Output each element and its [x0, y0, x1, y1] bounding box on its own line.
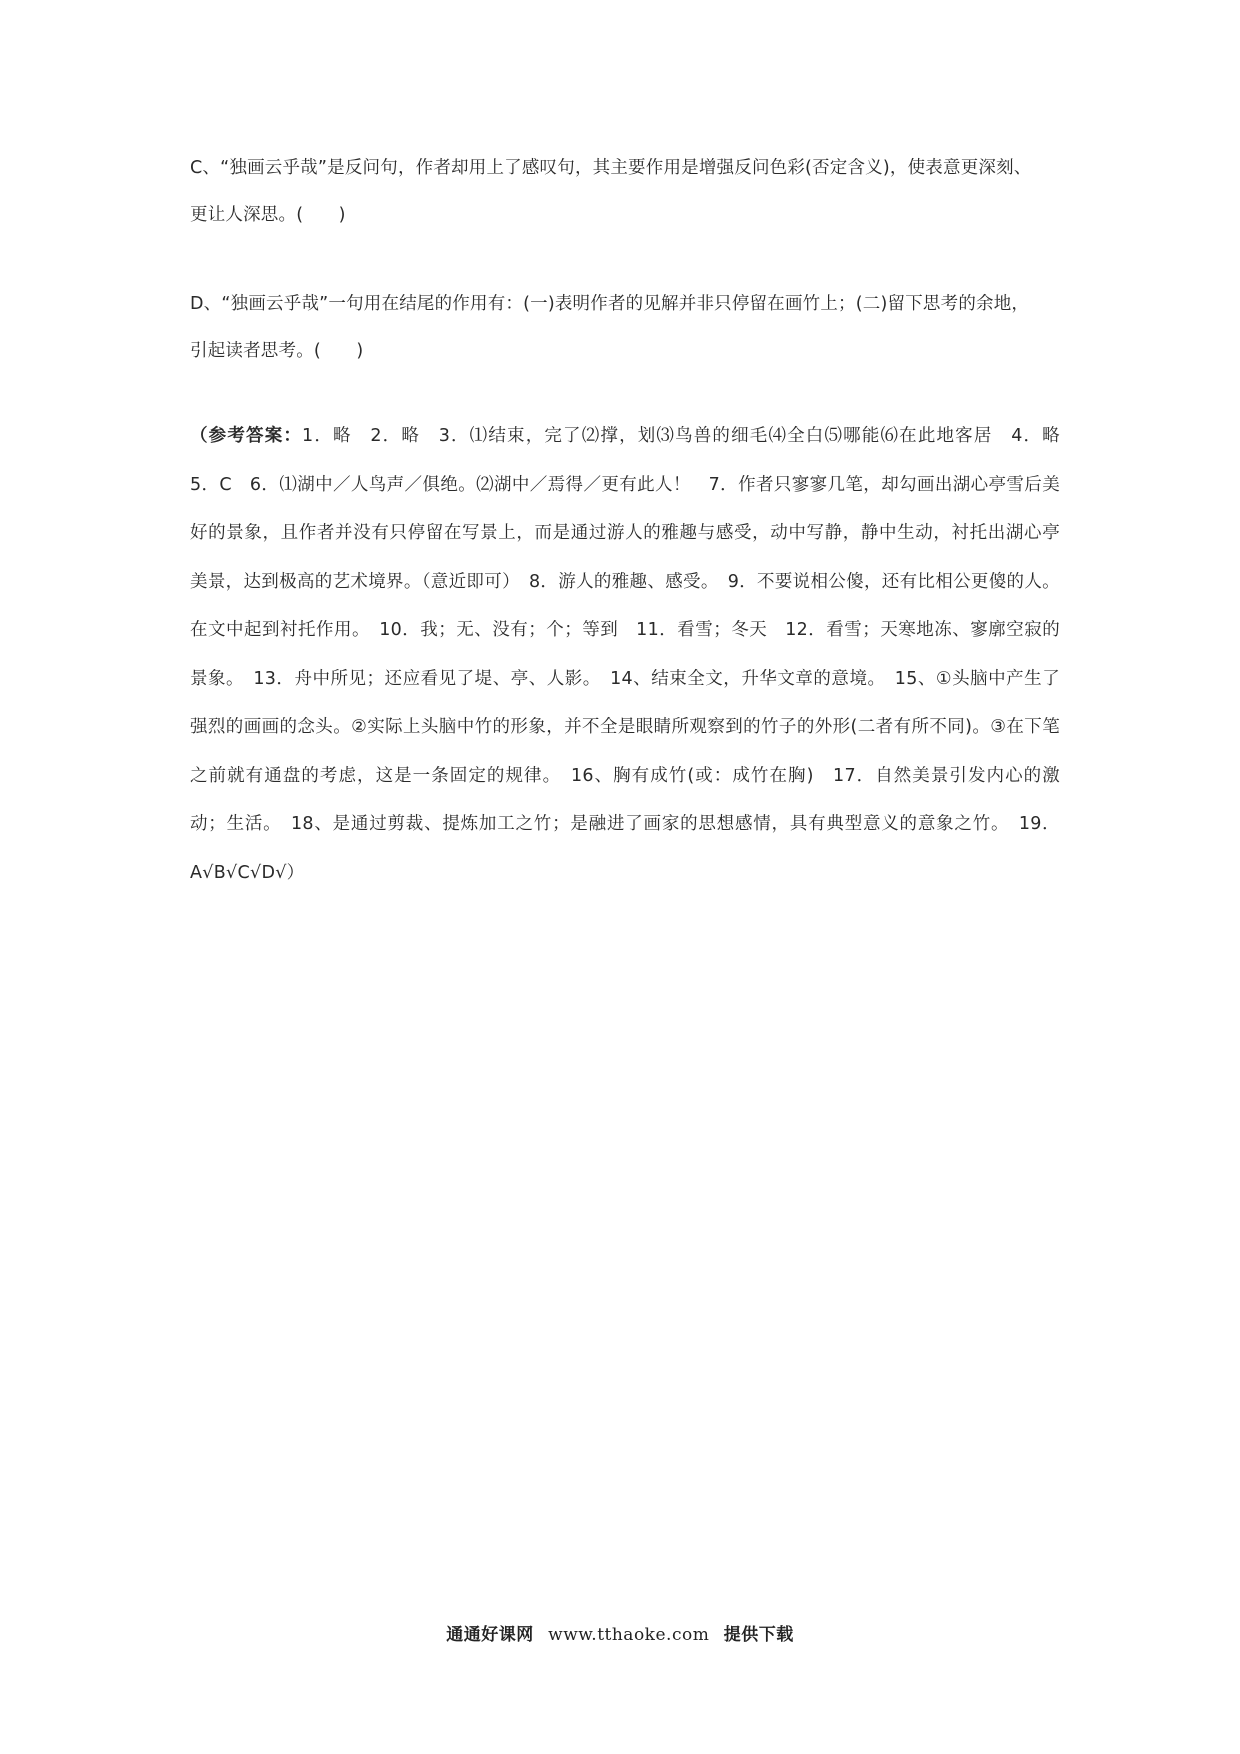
question-c	[190, 145, 1060, 239]
page-footer	[0, 1620, 1240, 1645]
footer-suffix: 提供下载	[723, 1625, 794, 1645]
question-c-line-2: 更让人深思。( )	[190, 205, 346, 225]
question-d	[190, 281, 1060, 375]
question-d-line-1: D、“独画云乎哉”一句用在结尾的作用有：(一)表明作者的见解并非只停留在画竹上；(二)留下思考的余地，	[190, 294, 1030, 314]
question-d-line-2: 引起读者思考。( )	[190, 341, 364, 361]
question-c-line-1: C、“独画云乎哉”是反问句，作者却用上了感叹句，其主要作用是增强反问色彩(否定含义)，使表意更深刻、	[190, 158, 1032, 178]
answers-body: 1．略 2．略 3．⑴结束，完了⑵撑，划⑶鸟兽的细毛⑷全白⑸哪能⑹在此地客居 4．略 5．C 6．⑴湖中／人鸟声／俱绝。⑵湖中／焉得／更有此人！ 7．作者只寥寥几笔，却勾画出湖心亭雪后美好的景象，且作者并没有只停留在写景上，而是通过游人的雅趣与感受，动中写静，静中生动，衬托出湖心亭美景，达到极高的艺术境界。（意近即可） 8．游人的雅趣、感受。 9．不要说相公傻，还有比相公更傻的人。在文中起到衬托作用。 10．我；无、没有；个；等到 11．看雪；冬天 12．看雪；天寒地冻、寥廓空寂的景象。 13．舟中所见；还应看见了堤、亭、人影。 14、结束全文，升华文章的意境。 15、①头脑中产生了强烈的画画的念头。②实际上头脑中竹的形象，并不全是眼睛所观察到的竹子的外形(二者有所不同)。③在下笔之前就有通盘的考虑，这是一条固定的规律。 16、胸有成竹(或：成竹在胸) 17．自然美景引发内心的激动；生活。 18、是通过剪裁、提炼加工之竹；是融进了画家的思想感情，具有典型意义的意象之竹。 19．A√B√C√D√）	[190, 426, 1078, 883]
answers-heading: （参考答案：	[190, 426, 303, 446]
footer-url-link[interactable]: www.tthaoke.com	[548, 1625, 710, 1645]
footer-site-name: 通通好课网	[446, 1625, 534, 1645]
reference-answers	[190, 412, 1078, 897]
